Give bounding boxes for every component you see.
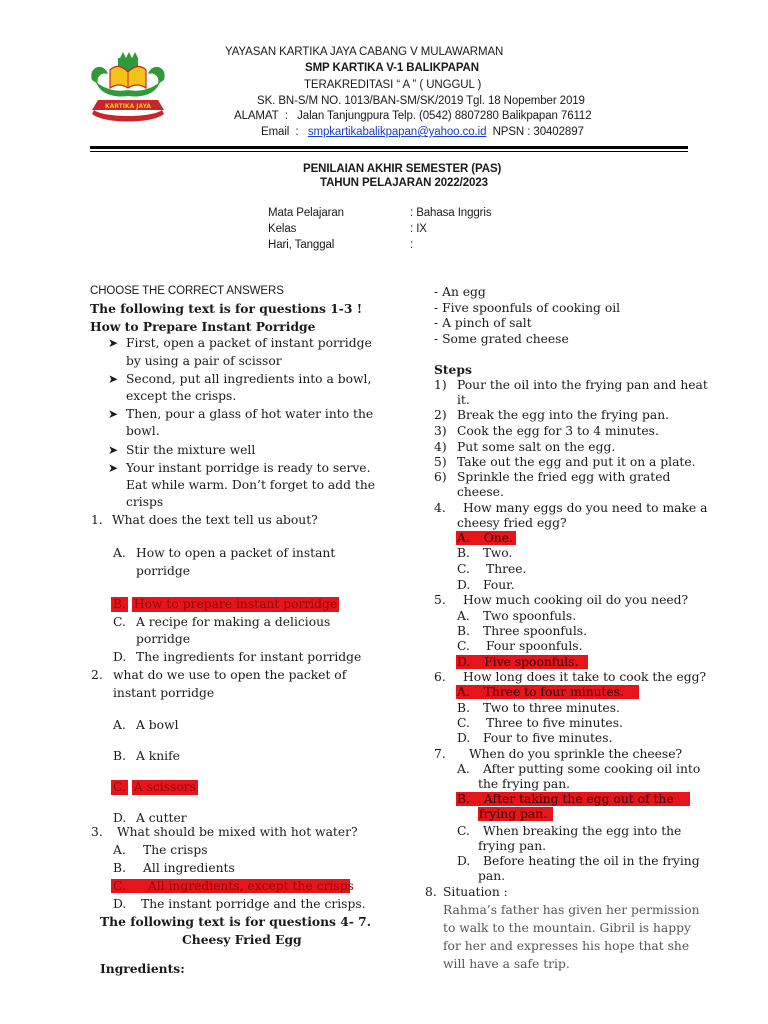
option-letter[interactable]: A. [457, 762, 470, 776]
option-letter[interactable]: A. [457, 609, 470, 623]
question-stem: How many eggs do you need to make a [463, 501, 708, 515]
question-stem-cont: cheesy fried egg? [457, 516, 567, 530]
option-a: Three to four minutes. [483, 685, 624, 699]
option-letter: D. [457, 655, 471, 669]
option-b[interactable]: All ingredients [143, 861, 235, 875]
list-item: Pour the oil into the frying pan and heat [457, 378, 708, 392]
foundation-name: YAYASAN KARTIKA JAYA CABANG V MULAWARMAN [225, 46, 504, 58]
answer-highlight-q5[interactable] [456, 655, 588, 669]
question-number: 4. [434, 501, 446, 515]
info-label-subject: Mata Pelajaran [268, 207, 344, 219]
decree-number: SK. BN-S/M NO. 1013/BAN-SM/SK/2019 Tgl. 18 Nopember 2019 [257, 95, 585, 107]
arrow-bullet-icon: ➤ [108, 372, 119, 386]
list-item: - Five spoonfuls of cooking oil [434, 301, 621, 315]
option-letter[interactable]: A. [113, 546, 126, 560]
option-letter[interactable]: C. [457, 716, 470, 730]
arrow-bullet-icon: ➤ [108, 407, 119, 421]
list-item: - An egg [434, 285, 486, 299]
list-item: cheese. [457, 485, 504, 499]
info-value-date: : [410, 239, 414, 251]
option-b: After taking the egg out of the [483, 792, 674, 806]
email-label: Email [261, 126, 290, 138]
list-item: bowl. [126, 424, 160, 438]
list-item: Your instant porridge is ready to serve. [126, 461, 371, 475]
list-item: Break the egg into the frying pan. [457, 408, 670, 422]
option-a-cont: the frying pan. [478, 777, 571, 791]
list-item: Put some salt on the egg. [457, 440, 616, 454]
question-stem: What should be mixed with hot water? [117, 825, 358, 839]
question-number: 7. [434, 747, 446, 761]
answer-highlight-q7-cont [478, 807, 553, 821]
email-link[interactable]: smpkartikabalikpapan@yahoo.co.id [307, 126, 487, 138]
list-item: Second, put all ingredients into a bowl, [126, 372, 372, 386]
option-letter: C. [113, 780, 126, 794]
option-d[interactable]: A cutter [136, 811, 187, 825]
reading-title-2: Cheesy Fried Egg [182, 932, 302, 947]
option-c[interactable]: Three. [486, 562, 527, 576]
option-b[interactable]: Three spoonfuls. [483, 624, 587, 638]
list-item: First, open a packet of instant porridge [126, 336, 372, 350]
step-number: 3) [434, 424, 447, 438]
letterhead-divider-thin [90, 151, 688, 152]
option-letter[interactable]: C. [457, 562, 470, 576]
list-item: - Some grated cheese [434, 332, 569, 346]
option-d[interactable]: Four to five minutes. [483, 731, 613, 745]
list-item: - A pinch of salt [434, 316, 532, 330]
exam-year: TAHUN PELAJARAN 2022/2023 [320, 177, 488, 189]
list-item: it. [457, 393, 470, 407]
situation-text: Rahma’s father has given her permission [443, 903, 700, 917]
option-d[interactable]: Four. [483, 578, 515, 592]
option-b-cont: frying pan. [479, 807, 548, 821]
info-value-class: : IX [410, 223, 427, 235]
address-row: ALAMAT : Jalan Tanjungpura Telp. (0542) 8807280 Balikpapan 76112 [234, 110, 592, 122]
option-a-cont: porridge [136, 564, 190, 578]
option-letter[interactable]: C. [457, 639, 470, 653]
option-letter[interactable]: B. [113, 861, 126, 875]
school-name: SMP KARTIKA V-1 BALIKPAPAN [305, 62, 479, 74]
option-letter[interactable]: C. [457, 824, 470, 838]
option-d[interactable]: The instant porridge and the crisps. [141, 897, 366, 911]
option-c: All ingredients, except the crisps [147, 879, 354, 893]
option-c[interactable]: A recipe for making a delicious [136, 615, 331, 629]
steps-label: Steps [434, 362, 472, 377]
question-number: 2. [91, 668, 103, 682]
option-letter[interactable]: B. [457, 624, 470, 638]
option-letter[interactable]: A. [113, 718, 126, 732]
step-number: 1) [434, 378, 447, 392]
situation-text: for her and expresses his hope that she [443, 939, 690, 953]
arrow-bullet-icon: ➤ [108, 461, 119, 475]
exam-title: PENILAIAN AKHIR SEMESTER (PAS) [303, 163, 502, 175]
question-stem: What does the text tell us about? [112, 513, 318, 527]
option-b[interactable]: Two. [483, 546, 513, 560]
option-letter[interactable]: B. [457, 546, 470, 560]
step-number: 4) [434, 440, 447, 454]
option-a[interactable]: After putting some cooking oil into [483, 762, 701, 776]
npsn: NPSN : 30402897 [492, 126, 584, 138]
answer-highlight-q6[interactable] [456, 685, 639, 699]
option-d-cont: pan. [478, 869, 506, 883]
school-logo-emblem [86, 50, 170, 126]
list-item: Then, pour a glass of hot water into the [126, 407, 374, 421]
option-letter[interactable]: A. [113, 843, 126, 857]
reading-intro-2: The following text is for questions 4- 7. [100, 914, 371, 929]
address-value: Jalan Tanjungpura Telp. (0542) 8807280 Balikpapan 76112 [297, 110, 592, 122]
option-letter[interactable]: D. [113, 811, 127, 825]
option-c-cont: frying pan. [478, 839, 547, 853]
letterhead-divider-thick [90, 146, 688, 149]
answer-highlight-q2[interactable] [111, 780, 198, 794]
question-number: 8. [425, 885, 437, 899]
info-label-date: Hari, Tanggal [268, 239, 335, 251]
question-stem: How much cooking oil do you need? [463, 593, 689, 607]
question-stem: How long does it take to cook the egg? [463, 670, 707, 684]
question-number: 6. [434, 670, 446, 684]
instruction: CHOOSE THE CORRECT ANSWERS [90, 285, 284, 297]
option-c[interactable]: Three to five minutes. [486, 716, 623, 730]
address-label: ALAMAT [234, 110, 279, 122]
accreditation: TERAKREDITASI “ A ” ( UNGGUL ) [304, 79, 482, 91]
list-item: except the crisps. [126, 389, 237, 403]
answer-highlight-q1[interactable] [111, 597, 339, 611]
reading-intro-1: The following text is for questions 1-3 ! [90, 301, 363, 316]
step-number: 2) [434, 408, 447, 422]
question-number: 3. [91, 825, 103, 839]
option-letter[interactable]: D. [457, 731, 471, 745]
option-c-cont: porridge [136, 632, 190, 646]
school-logo [86, 50, 170, 126]
step-number: 5) [434, 455, 447, 469]
option-a: One. [483, 531, 513, 545]
question-stem: When do you sprinkle the cheese? [469, 747, 683, 761]
option-letter: B. [457, 792, 470, 806]
answer-highlight-q3[interactable] [111, 879, 354, 893]
question-stem: what do we use to open the packet of [113, 668, 347, 682]
situation-text: to walk to the mountain. Gibril is happy [443, 921, 691, 935]
option-d[interactable]: Before heating the oil in the frying [483, 854, 700, 868]
email-row: Email : smpkartikabalikpapan@yahoo.co.id NPSN : 30402897 [261, 126, 584, 138]
situation-label: Situation : [443, 885, 508, 899]
question-stem-cont: instant porridge [113, 686, 215, 700]
option-letter: A. [457, 531, 470, 545]
situation-text: will have a safe trip. [443, 957, 570, 971]
option-letter[interactable]: B. [113, 749, 126, 763]
answer-highlight-q7[interactable] [456, 792, 690, 806]
question-number: 1. [91, 513, 103, 527]
option-letter[interactable]: D. [113, 650, 127, 664]
list-item: Cook the egg for 3 to 4 minutes. [457, 424, 659, 438]
option-c: A scissors [133, 780, 196, 794]
option-a[interactable]: A bowl [136, 718, 179, 732]
option-c[interactable]: Four spoonfuls. [486, 639, 583, 653]
option-letter: B. [113, 597, 126, 611]
option-a[interactable]: The crisps [143, 843, 208, 857]
option-letter[interactable]: D. [113, 897, 127, 911]
answer-highlight-q4[interactable] [456, 531, 516, 545]
option-letter[interactable]: D. [457, 578, 471, 592]
option-b[interactable]: Two to three minutes. [483, 701, 620, 715]
option-b: How to prepare instant porridge [133, 597, 338, 611]
list-item: crisps [126, 495, 164, 509]
option-letter[interactable]: B. [457, 701, 470, 715]
logo-caption: KARTIKA JAYA [104, 103, 152, 110]
option-letter: C. [113, 879, 126, 893]
list-item: Stir the mixture well [126, 443, 256, 457]
question-number: 5. [434, 593, 446, 607]
arrow-bullet-icon: ➤ [108, 443, 119, 457]
arrow-bullet-icon: ➤ [108, 336, 119, 350]
reading-title-1: How to Prepare Instant Porridge [90, 319, 316, 334]
step-number: 6) [434, 470, 447, 484]
list-item: Sprinkle the fried egg with grated [457, 470, 671, 484]
list-item: by using a pair of scissor [126, 354, 282, 368]
option-d[interactable]: The ingredients for instant porridge [136, 650, 362, 664]
option-letter[interactable]: D. [457, 854, 471, 868]
option-a[interactable]: Two spoonfuls. [483, 609, 577, 623]
option-c[interactable]: When breaking the egg into the [483, 824, 682, 838]
option-letter: A. [457, 685, 470, 699]
list-item: Take out the egg and put it on a plate. [457, 455, 696, 469]
info-value-subject: : Bahasa Inggris [410, 207, 492, 219]
info-label-class: Kelas [268, 223, 297, 235]
option-d: Five spoonfuls. [484, 655, 579, 669]
ingredients-label: Ingredients: [100, 961, 185, 976]
list-item: Eat while warm. Don’t forget to add the [126, 478, 376, 492]
option-letter[interactable]: C. [113, 615, 126, 629]
option-b[interactable]: A knife [136, 749, 180, 763]
option-a[interactable]: How to open a packet of instant [136, 546, 336, 560]
